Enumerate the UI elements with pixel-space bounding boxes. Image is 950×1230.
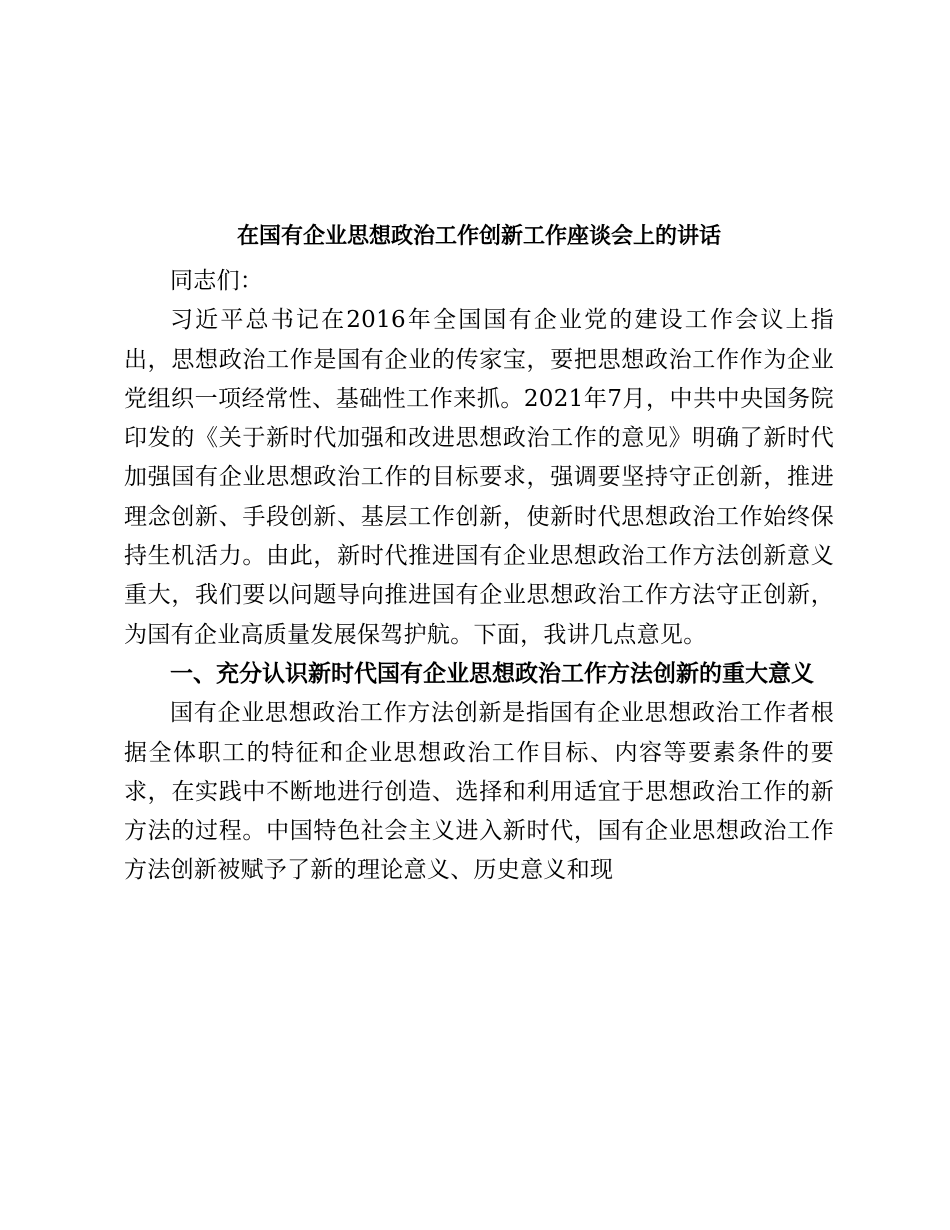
section-heading: 一、充分认识新时代国有企业思想政治工作方法创新的重大意义 <box>170 660 814 687</box>
section-paragraph: 国有企业思想政治工作方法创新是指国有企业思想政治工作者根据全体职工的特征和企业思想政治工作目标、内容等要素条件的要求，在实践中不断地进行创造、选择和利用适宜于思想政治工作的新方法的过程。中国特色社会主义进入新时代，国有企业思想政治工作方法创新被赋予了新的理论意义、历史意义和现 <box>124 700 834 884</box>
intro-paragraph: 习近平总书记在2016年全国国有企业党的建设工作会议上指出，思想政治工作是国有企业的传家宝，要把思想政治工作作为企业党组织一项经常性、基础性工作来抓。2021年7月，中共中央国务院印发的《关于新时代加强和改进思想政治工作的意见》明确了新时代加强国有企业思想政治工作的目标要求，强调要坚持守正创新，推进理念创新、手段创新、基层工作创新，使新时代思想政治工作始终保持生机活力。由此，新时代推进国有企业思想政治工作方法创新意义重大，我们要以问题导向推进国有企业思想政治工作方法守正创新，为国有企业高质量发展保驾护航。下面，我讲几点意见。 <box>124 307 834 648</box>
document-body <box>124 262 834 891</box>
salutation: 同志们： <box>170 268 264 294</box>
document-title: 在国有企业思想政治工作创新工作座谈会上的讲话 <box>236 223 721 249</box>
